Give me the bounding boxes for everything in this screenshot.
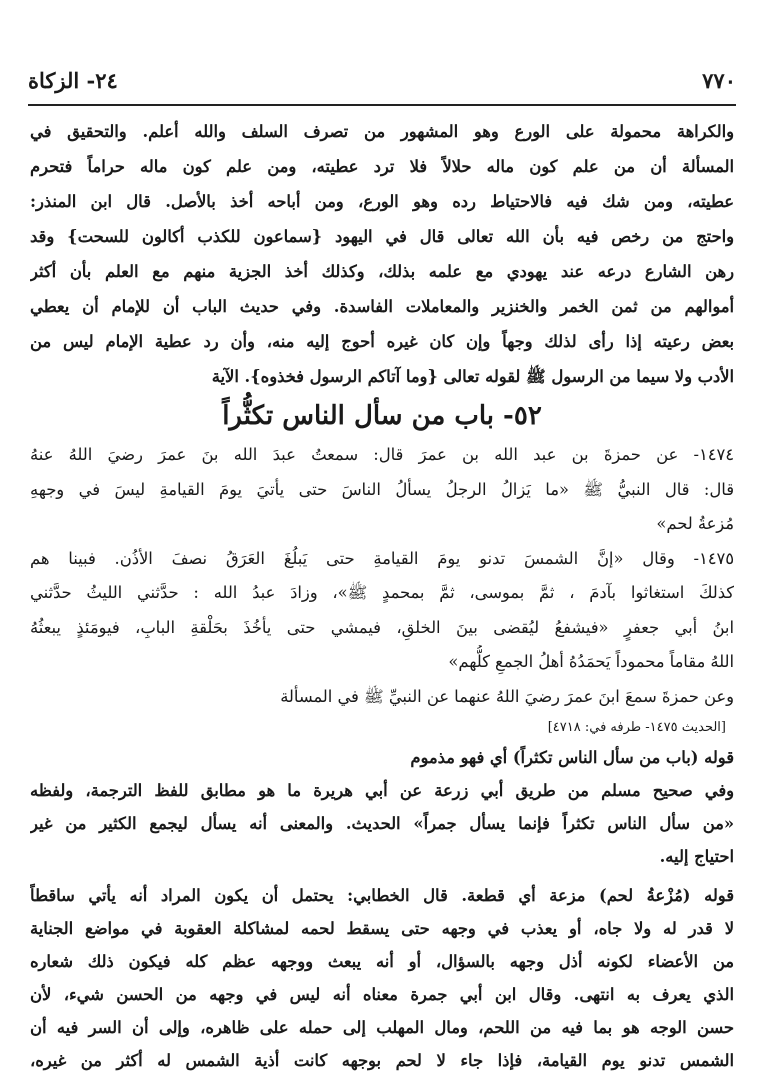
header-divider [28,104,736,106]
hadith-line: وعن حمزةَ سمعَ ابنَ عمرَ رضيَ اللهُ عنهما عن النبيِّ ﷺ في المسألة [280,686,734,706]
commentary-line: قوله (مُزْعةُ لحم) مزعة أي قطعة. قال الخطابي: يحتمل أن يكون المراد أنه يأتي ساقطاً [30,886,734,905]
hadith-text [30,438,734,714]
paragraph-continuation [30,114,734,394]
commentary-line: الشمس تدنو يوم القيامة، فإذا جاء لا لحم بوجهه كانت أذية الشمس له أكثر من غيره، [30,1051,734,1070]
text-line: المسألة أن من علم كون ماله حلالاً فلا ترد عطيته، ومن علم كون ماله حراماً فتحرم [30,157,734,176]
hadith-line: اللهُ مقاماً محموداً يَحمَدُهُ أهلُ الجمعِ كلُّهم» [448,652,734,671]
hadith-line: ١٤٧٥- وقال «إنَّ الشمسَ تدنو يومَ القيامةِ حتى يَبلُغَ العَرَقُ نصفَ الأذُن. فبينا هم [30,548,734,568]
text-line: بعض رعيته إذا رأى لذلك وجهاً وإن كان غيره أحوج إليه منه، وأن رد عطية الإمام ليس من [30,332,734,351]
commentary-line: من الأعضاء لكونه أذل وجهه بالسؤال، أو أنه يبعث ووجهه عظم كله فيكون ذلك شعاره [30,952,734,971]
commentary-block-1 [30,741,734,873]
text-line: واحتج من رخص فيه بأن الله تعالى قال في اليهود {سماعون للكذب أكالون للسحت} وقد [30,227,734,246]
commentary-line: وفي صحيح مسلم من طريق أبي زرعة عن أبي هريرة ما هو مطابق للفظ الترجمة، ولفظه [30,781,734,800]
hadith-line: مُزعةُ لحم» [656,514,734,533]
commentary-line: قوله (باب من سأل الناس تكثراً) أي فهو مذموم [410,748,734,767]
chapter-heading: ٥٢- باب من سأل الناس تكثُّراً [222,401,542,431]
hadith-cross-reference: [الحديث ١٤٧٥- طرفه في: ٤٧١٨] [547,720,726,735]
commentary-block-2 [30,879,734,1077]
hadith-line: قال: قال النبيُّ ﷺ «ما يَزالُ الرجلُ يسألُ الناسَ حتى يأتيَ يومَ القيامةِ ليسَ في وجههِ [30,479,734,499]
text-line: والكراهة محمولة على الورع وهو المشهور من تصرف السلف والله أعلم. والتحقيق في [30,122,734,141]
commentary-line: الذي يعرف به انتهى. وقال ابن أبي جمرة معناه أنه ليس في وجهه من الحسن شيء، لأن [30,985,734,1004]
page-number: ٧٧٠ [702,67,736,93]
hadith-line: كذلكَ استغاثوا بآدمَ ، ثمَّ بموسى، ثمَّ بمحمدٍ ﷺ»، وزادَ عبدُ الله : حدَّثني الليثُ حدَّثني [30,583,734,602]
page-body [30,114,734,1077]
page-header [28,60,736,100]
commentary-line: احتياج إليه. [659,847,734,866]
text-line: رهن الشارع درعه عند يهودي مع علمه بذلك، وكذلك أخذ الجزية منهم مع العلم بأن أكثر [30,262,734,281]
text-line: الأدب ولا سيما من الرسول ﷺ لقوله تعالى {وما آتاكم الرسول فخذوه}. الآية [211,367,734,386]
commentary-line: لا قدر له ولا جاه، أو يعذب في وجهه حتى يسقط لحمه لمشاكلة العقوبة في مواضع الجناية [30,919,734,938]
running-chapter-title: ٢٤- الزكاة [28,67,118,93]
text-line: أموالهم من ثمن الخمر والخنزير والمعاملات الفاسدة. وفي حديث الباب أن للإمام أن يعطي [30,297,734,316]
text-line: عطيته، ومن شك فيه فالاحتياط رده وهو الورع، ومن أباحه أخذ بالأصل. قال ابن المنذر: [30,192,734,211]
commentary-line: «من سأل الناس تكثراً فإنما يسأل جمراً» الحديث. والمعنى أنه يسأل ليجمع الكثير من غير [30,814,734,833]
commentary-line: حسن الوجه هو بما فيه من اللحم، ومال المهلب إلى حمله على ظاهره، وإلى أن السر فيه أن [30,1018,734,1037]
hadith-line: ١٤٧٤- عن حمزةَ بن عبد الله بن عمرَ قال: سمعتُ عبدَ الله بنَ عمرَ رضيَ اللهُ عنهُ [30,445,734,464]
hadith-line: ابنُ أبي جعفرٍ «فيشفعُ ليُقضى بينَ الخلقِ، فيمشي حتى يأخُذَ بحَلْقةِ البابِ، فيومَئذٍ يبعثُهُ [30,617,734,637]
